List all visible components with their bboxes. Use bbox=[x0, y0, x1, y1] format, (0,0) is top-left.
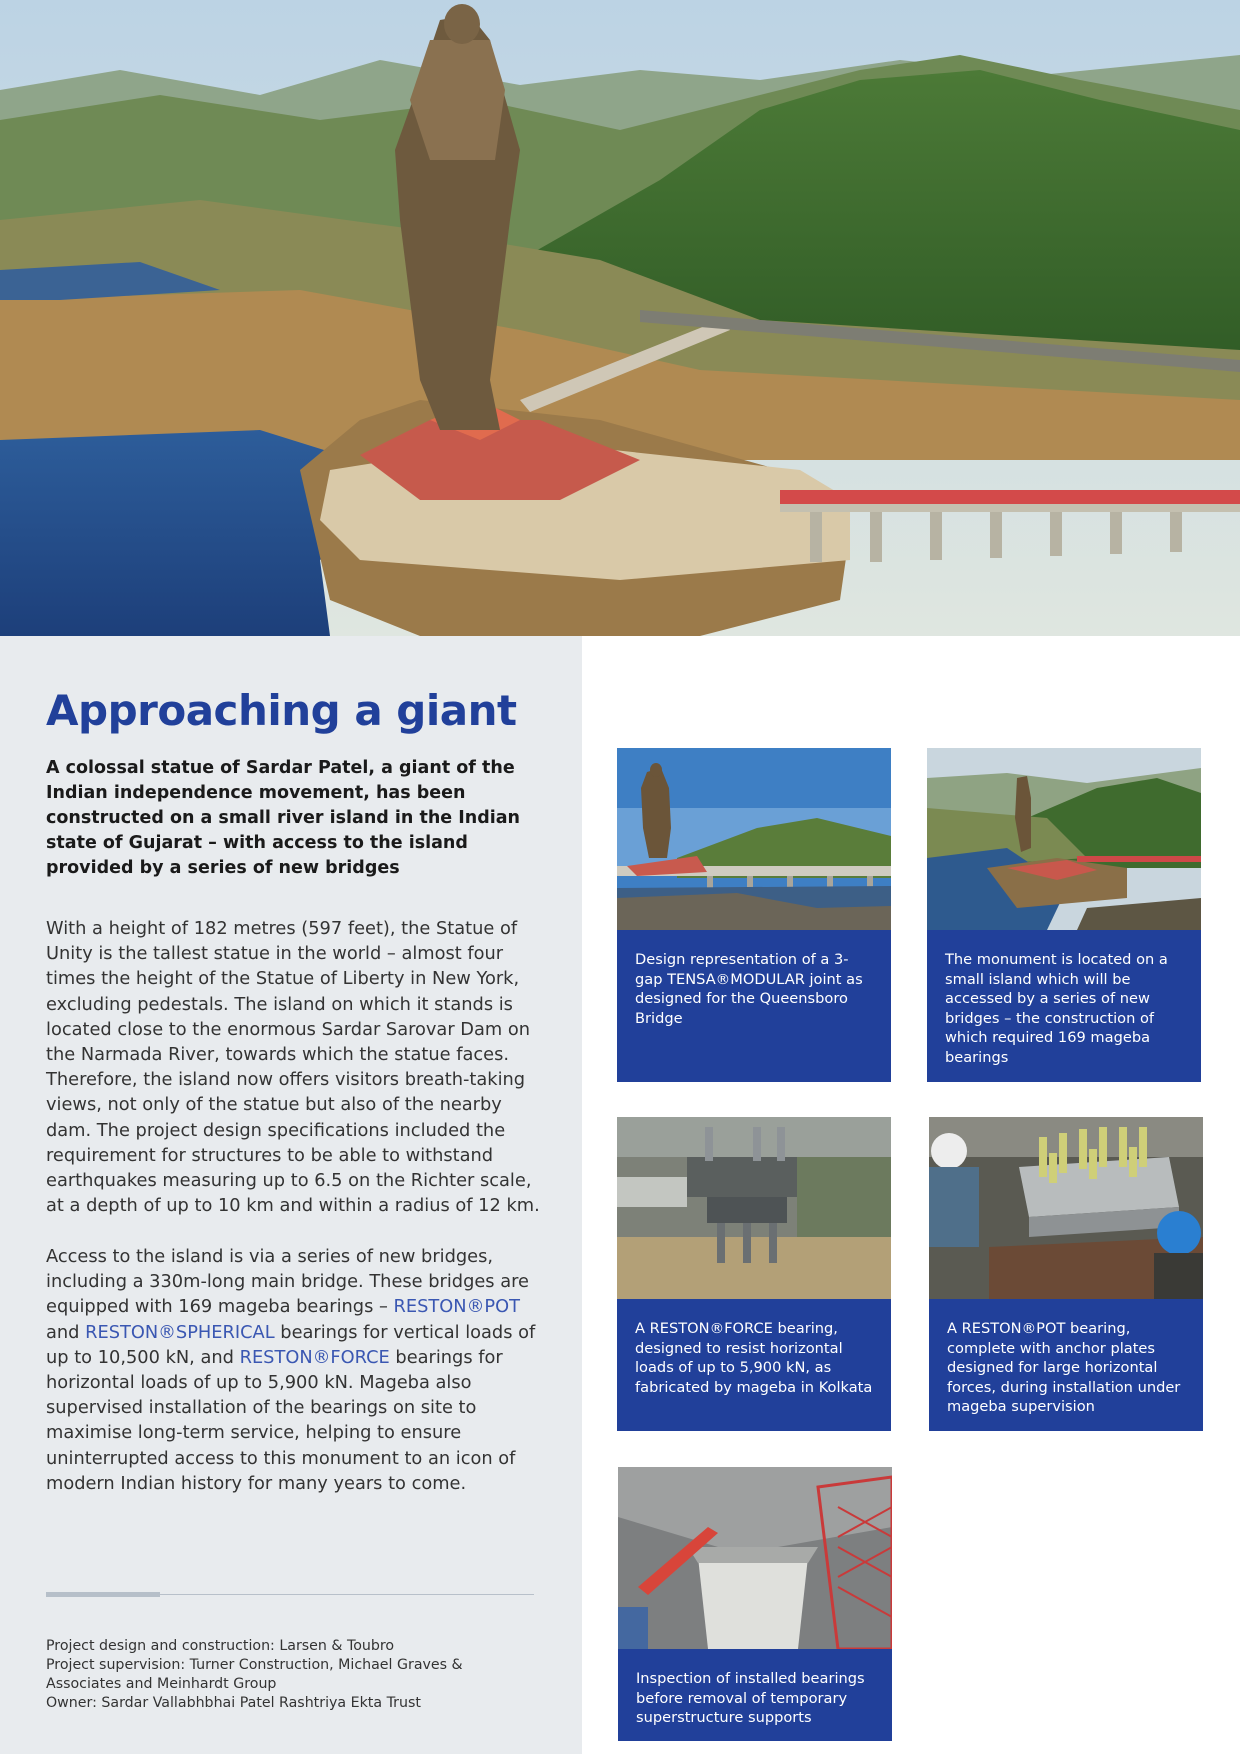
card-caption: A RESTON®POT bearing, complete with anchor plates designed for large horizontal forces, during installation under mageba supervision bbox=[929, 1299, 1203, 1431]
photo-card-3 bbox=[617, 1117, 891, 1431]
card-photo bbox=[927, 748, 1201, 930]
credit-line: Owner: Sardar Vallabhbhai Patel Rashtriya Ekta Trust bbox=[46, 1695, 421, 1711]
paragraph-text: and bbox=[46, 1321, 86, 1343]
card-caption: Design representation of a 3-gap TENSA®MODULAR joint as designed for the Queensboro Bridge bbox=[617, 930, 891, 1082]
photo-card-2 bbox=[927, 748, 1201, 1082]
paragraph-text: Access to the island is via a series of new bridges, including a 330m-long main bridge. These bridges are equipped with 169 mageba bearings – bbox=[46, 1246, 529, 1318]
reston-spherical-link[interactable]: RESTON®SPHERICAL bbox=[85, 1321, 275, 1343]
reston-pot-link[interactable]: RESTON®POT bbox=[393, 1296, 520, 1318]
card-caption: The monument is located on a small island which will be accessed by a series of new bridges – the construction of which required 169 mageba bearings bbox=[927, 930, 1201, 1082]
hero-image bbox=[0, 0, 1240, 636]
pot-bearing-installation-photo bbox=[929, 1117, 1203, 1299]
card-caption: Inspection of installed bearings before removal of temporary superstructure supports bbox=[618, 1649, 892, 1741]
paragraph-text: bearings for vertical loads of up to 10,500 kN, and bbox=[46, 1321, 536, 1368]
force-bearing-factory-photo bbox=[617, 1117, 891, 1299]
credit-line: Project design and construction: Larsen & Toubro bbox=[46, 1638, 395, 1654]
paragraph-text: bearings for horizontal loads of up to 5,900 kN. Mageba also supervised installation of the bearings on site to maximise long-term service, helping to ensure uninterrupted access to this monument to an icon of modern Indian history for many years to come. bbox=[46, 1346, 516, 1494]
photo-card-5 bbox=[618, 1467, 892, 1741]
reston-force-link[interactable]: RESTON®FORCE bbox=[239, 1346, 390, 1368]
card-photo bbox=[617, 1117, 891, 1299]
card-photo bbox=[618, 1467, 892, 1649]
photo-card-1 bbox=[617, 748, 891, 1082]
card-photo bbox=[929, 1117, 1203, 1299]
article-lead: A colossal statue of Sardar Patel, a giant of the Indian independence movement, has been constructed on a small river island in the Indian state of Gujarat – with access to the island provided by a series of new bridges bbox=[46, 758, 521, 878]
credits-divider-accent bbox=[46, 1592, 160, 1597]
bearing-inspection-photo bbox=[618, 1467, 892, 1649]
article-paragraph-1: With a height of 182 metres (597 feet), the Statue of Unity is the tallest statue in the world – almost four times the height of the Statue of Liberty in New York, excluding pedestals. The island on which it stands is located close to the enormous Sardar Sarovar Dam on the Narmada River, towards which the statue faces. Therefore, the island now offers visitors breath-taking views, not only of the statue but also of the nearby dam. The project design specifications included the requirement for structures to be able to withstand earthquakes measuring up to 6.5 on the Richter scale, at a depth of up to 10 km and within a radius of 12 km. bbox=[46, 918, 540, 1217]
card-photo bbox=[617, 748, 891, 930]
card-caption: A RESTON®FORCE bearing, designed to resist horizontal loads of up to 5,900 kN, as fabricated by mageba in Kolkata bbox=[617, 1299, 891, 1431]
article-panel bbox=[0, 636, 582, 1754]
article-paragraph-2 bbox=[46, 1244, 542, 1496]
island-aerial-photo bbox=[927, 748, 1201, 930]
credit-line: Project supervision: Turner Construction, Michael Graves & Associates and Meinhardt Group bbox=[46, 1657, 463, 1692]
photo-card-4 bbox=[929, 1117, 1203, 1431]
project-credits bbox=[46, 1637, 536, 1713]
article-title: Approaching a giant bbox=[46, 686, 517, 735]
statue-aerial-photo bbox=[0, 0, 1240, 636]
statue-front-view-photo bbox=[617, 748, 891, 930]
